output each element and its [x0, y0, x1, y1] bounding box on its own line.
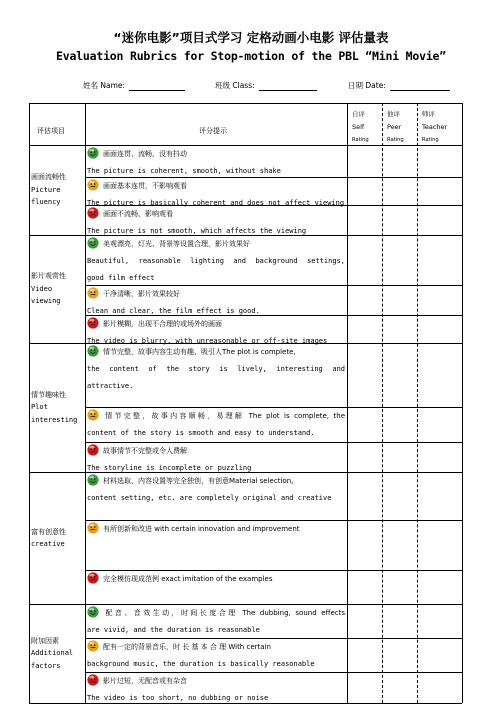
student-info-line	[0, 80, 502, 94]
header-self: 自评 Self Rating	[352, 110, 369, 143]
table-rule	[85, 103, 86, 703]
neutral-face-icon	[87, 287, 99, 299]
self-rating-cell[interactable]	[347, 315, 382, 343]
self-rating-cell[interactable]	[347, 638, 382, 672]
rubric-table	[29, 103, 462, 702]
teacher-rating-cell[interactable]	[417, 472, 462, 520]
smiley-face-icon	[87, 345, 99, 357]
level-description: 材料选取、内容设置等完全独创，有创意Material selection, content setting, etc. are completely original and creative	[87, 473, 345, 520]
teacher-rating-cell[interactable]	[417, 343, 462, 407]
table-rule	[417, 103, 418, 703]
table-rule	[29, 703, 462, 704]
level-description: 完全模仿现成范例 exact imitation of the examples	[87, 571, 345, 604]
self-rating-cell[interactable]	[347, 570, 382, 604]
table-rule	[29, 103, 462, 104]
level-description: 有所创新和改进 with certain innovation and improvement	[87, 521, 345, 570]
self-rating-cell[interactable]	[347, 442, 382, 472]
teacher-rating-cell[interactable]	[417, 177, 462, 205]
teacher-rating-cell[interactable]	[417, 315, 462, 343]
level-description: 画面基本连贯，不影响观看 The picture is basically coherent and does not affect viewing	[87, 178, 345, 205]
level-description: 故事情节不完整或令人费解 The storyline is incomplete or puzzling	[87, 443, 345, 472]
level-description: 配有一定的背景音乐，时 长 基 本 合 理 With certain background music, the duration is basically reasonable	[87, 639, 345, 672]
table-rule	[382, 103, 383, 703]
teacher-rating-cell[interactable]	[417, 604, 462, 638]
header-teacher: 师评 Teacher Rating	[422, 110, 448, 143]
name-blank[interactable]	[129, 82, 185, 91]
criterion-label: 富有创意性 creative	[31, 527, 66, 548]
smiley-face-icon	[87, 474, 99, 486]
peer-rating-cell[interactable]	[382, 520, 417, 570]
neutral-face-icon	[87, 409, 99, 421]
level-description: 画面不流畅，影响观看 The picture is not smooth, which affects the viewing	[87, 206, 345, 235]
peer-rating-cell[interactable]	[382, 570, 417, 604]
self-rating-cell[interactable]	[347, 604, 382, 638]
date-field	[348, 80, 450, 91]
neutral-face-icon	[87, 179, 99, 191]
level-description: 画面连贯、流畅，没有抖动 The picture is coherent, smooth, without shake	[87, 146, 345, 177]
sad-face-icon	[87, 207, 99, 219]
peer-rating-cell[interactable]	[382, 638, 417, 672]
level-description: 干净清晰，影片效果较好 Clean and clear, the film effect is good.	[87, 286, 345, 315]
peer-rating-cell[interactable]	[382, 145, 417, 177]
self-rating-cell[interactable]	[347, 235, 382, 285]
peer-rating-cell[interactable]	[382, 407, 417, 442]
self-rating-cell[interactable]	[347, 520, 382, 570]
self-rating-cell[interactable]	[347, 145, 382, 177]
peer-rating-cell[interactable]	[382, 285, 417, 315]
sad-face-icon	[87, 572, 99, 584]
table-rule	[462, 103, 463, 703]
self-rating-cell[interactable]	[347, 177, 382, 205]
level-description: 情节完整，故事内容顺畅，易理解 The plot is complete, the content of the story is smooth and easy to understand.	[87, 408, 345, 442]
level-description: 影片模糊，出现不合理的或场外的画面 The video is blurry, with unreasonable or off-site images	[87, 316, 345, 343]
teacher-rating-cell[interactable]	[417, 520, 462, 570]
peer-rating-cell[interactable]	[382, 205, 417, 235]
neutral-face-icon	[87, 640, 99, 652]
teacher-rating-cell[interactable]	[417, 407, 462, 442]
class-blank[interactable]	[259, 82, 317, 91]
self-rating-cell[interactable]	[347, 205, 382, 235]
criterion-label: 情节趣味性 Plot interesting	[31, 390, 78, 424]
peer-rating-cell[interactable]	[382, 235, 417, 285]
teacher-rating-cell[interactable]	[417, 442, 462, 472]
peer-rating-cell[interactable]	[382, 472, 417, 520]
teacher-rating-cell[interactable]	[417, 205, 462, 235]
peer-rating-cell[interactable]	[382, 315, 417, 343]
teacher-rating-cell[interactable]	[417, 672, 462, 703]
self-rating-cell[interactable]	[347, 472, 382, 520]
level-description: 美观漂亮，灯光、背景等设置合理，影片效果好 Beautiful, reasonable lighting and background settings, good film effect	[87, 236, 345, 285]
criterion-label: 附加因素 Additional factors	[31, 636, 74, 670]
sad-face-icon	[87, 674, 99, 686]
self-rating-cell[interactable]	[347, 407, 382, 442]
neutral-face-icon	[87, 522, 99, 534]
smiley-face-icon	[87, 147, 99, 159]
criterion-label: 画面流畅性 Picture fluency	[31, 173, 66, 207]
self-rating-cell[interactable]	[347, 343, 382, 407]
name-label: 姓名 Name:	[83, 81, 128, 90]
table-rule	[347, 103, 348, 703]
sad-face-icon	[87, 317, 99, 329]
peer-rating-cell[interactable]	[382, 672, 417, 703]
peer-rating-cell[interactable]	[382, 442, 417, 472]
level-description: 影片过短，无配音或有杂音 The video is too short, no dubbing or noise	[87, 673, 345, 703]
class-field	[215, 80, 317, 91]
sad-face-icon	[87, 444, 99, 456]
level-description: 配音、音效生动，时间长度合理 The dubbing, sound effects are vivid, and the duration is reasonable	[87, 605, 345, 638]
document-title-cn: “迷你电影”项目式学习 定格动画小电影 评估量表	[113, 30, 389, 45]
document-title-en: Evaluation Rubrics for Stop-motion of the PBL “Mini Movie”	[56, 49, 446, 63]
header-tips: 评分提示	[199, 127, 227, 135]
teacher-rating-cell[interactable]	[417, 145, 462, 177]
peer-rating-cell[interactable]	[382, 343, 417, 407]
table-rule	[29, 103, 30, 703]
teacher-rating-cell[interactable]	[417, 285, 462, 315]
teacher-rating-cell[interactable]	[417, 638, 462, 672]
smiley-face-icon	[87, 237, 99, 249]
self-rating-cell[interactable]	[347, 672, 382, 703]
header-item: 评估项目	[37, 127, 65, 135]
self-rating-cell[interactable]	[347, 285, 382, 315]
class-label: 班级 Class:	[215, 81, 258, 90]
criterion-label: 影片观赏性 Video viewing	[31, 272, 66, 306]
date-blank[interactable]	[390, 82, 450, 91]
teacher-rating-cell[interactable]	[417, 570, 462, 604]
date-label: 日期 Date:	[348, 81, 389, 90]
level-description: 情节完整，故事内容生动有趣、吸引人The plot is complete, the content of the story is lively, interesting and attractive.	[87, 344, 345, 407]
name-field	[83, 80, 185, 91]
peer-rating-cell[interactable]	[382, 177, 417, 205]
header-peer: 他评 Peer Rating	[387, 110, 404, 143]
peer-rating-cell[interactable]	[382, 604, 417, 638]
teacher-rating-cell[interactable]	[417, 235, 462, 285]
smiley-face-icon	[87, 606, 99, 618]
